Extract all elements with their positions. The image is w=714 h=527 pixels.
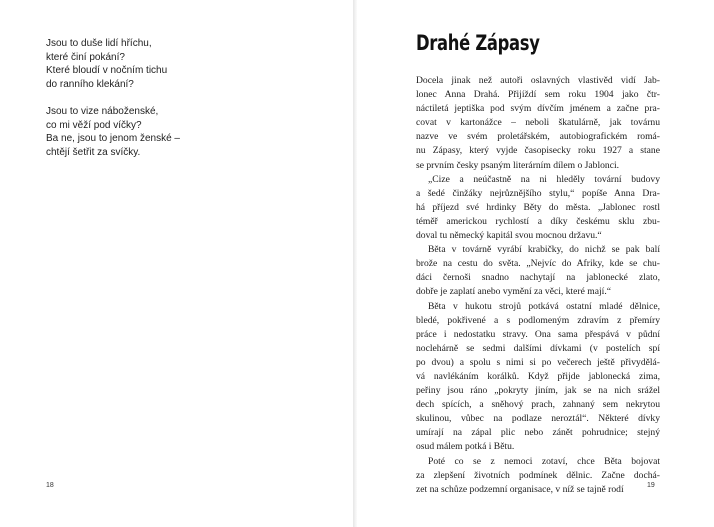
poem-stanza [46,37,326,91]
text-line: téměř americkou rychlostí a díky českému sklu zbu- [416,215,660,227]
text-line: práce i nedostatku stravy. Ona sama přespává v půdní [416,328,660,340]
text-line: nu Zápasy, který vyjde časopisecky roku 1927 a stane [416,145,660,157]
paragraph [416,74,660,173]
text-line: Běta v hukotu strojů potkává ostatní mladé dělnice, [428,300,660,312]
body-text [416,74,660,497]
text-line: skulinou, vůbec na podlaze neroztál“. Některé dívky [416,413,660,425]
poem-stanza [46,105,326,159]
text-line: lonec Anna Drahá. Přijíždí sem roku 1904 jako čtr- [416,89,660,101]
text-line: há příjezd své hrdinky Běty do města. „Jablonec rostl [416,201,660,213]
poem-line: Které bloudí v nočním tichu [46,65,168,77]
text-line: dáci černoši snadno nachytají na jablonecké zlato, [416,272,660,284]
text-line: dech spících, a sněhový prach, zahnaný sem nekrytou [416,399,660,411]
text-line: se prvním česky psaným literárním dílem o Jablonci. [416,159,620,171]
poem-line: které činí pokání? [46,51,125,63]
text-line: brože na cestu do světa. „Nejvíc do Afriky, kde se chu- [416,258,660,270]
poem-line: co mi věží pod víčky? [46,119,142,131]
text-line: umírají na zápal plic nebo zánět pohrudnice; stejný [416,427,660,439]
text-line: covat v kartonážce – neboli škatulárně, jak továrnu [416,117,660,129]
paragraph [416,455,660,497]
poem-line: Ba ne, jsou to jenom ženské – [46,133,180,145]
right-page [357,0,714,527]
text-line: zet na schůze podzemní organisace, v níž se tajně rodí [416,483,624,495]
text-line: Docela jinak než autoři oslavných vlastivěd vidí Jab- [416,75,660,86]
text-line: Poté co se z nemoci zotaví, chce Běta bojovat [428,455,660,467]
page-number-right: 19 [647,482,655,489]
text-line: peřiny jsou ráno „pokryty jiním, jak se na nich srážel [416,385,660,397]
text-line: nazve ve svém proletářském, autobiografickém romá- [416,131,660,143]
text-line: a šedé činžáky nejrůznějšího stylu,“ popíše Anna Dra- [416,187,660,199]
poem-line: Jsou to vize náboženské, [46,105,159,117]
text-line: noclehárně se sedmi dalšími dívkami (v postelích spí [416,342,660,354]
chapter-title: Drahé Zápasy [416,31,540,55]
paragraph [416,173,660,243]
text-line: doval tu německý kapitál svou mocnou državu.“ [416,230,602,242]
page-number-left: 18 [46,482,54,489]
text-line: Běta v továrně vyrábí krabičky, do nichž se pak balí [428,244,660,256]
poem-line: chtějí šetřit za svíčky. [46,146,141,158]
text-line: „Cize a neúčastně na ni hleděly tovární budovy [428,173,660,185]
poem [46,37,326,173]
paragraph [416,300,660,455]
text-line: za zlepšení životních podmínek dělnic. Začne dochá- [416,469,660,481]
text-line: vá navlékáním korálků. Když přijde jablonecká zima, [416,370,660,382]
poem-line: Jsou to duše lidí hříchu, [46,38,152,49]
text-line: po dvou) a spolu s nimi si po večerech ještě přivydělá- [416,356,660,368]
text-line: bledé, pokřivené a s podlomeným zdravím z přemíry [416,314,660,326]
poem-line: do ranního klekání? [46,78,134,90]
text-line: dobře je zaplatí anebo vymění za věci, které mají.“ [416,286,611,298]
left-page [0,0,355,527]
paragraph [416,243,660,299]
text-line: náctiletá jeptiška pod svým dívčím jménem a začne pra- [416,103,660,115]
text-line: osud málem potká i Bětu. [416,441,515,453]
